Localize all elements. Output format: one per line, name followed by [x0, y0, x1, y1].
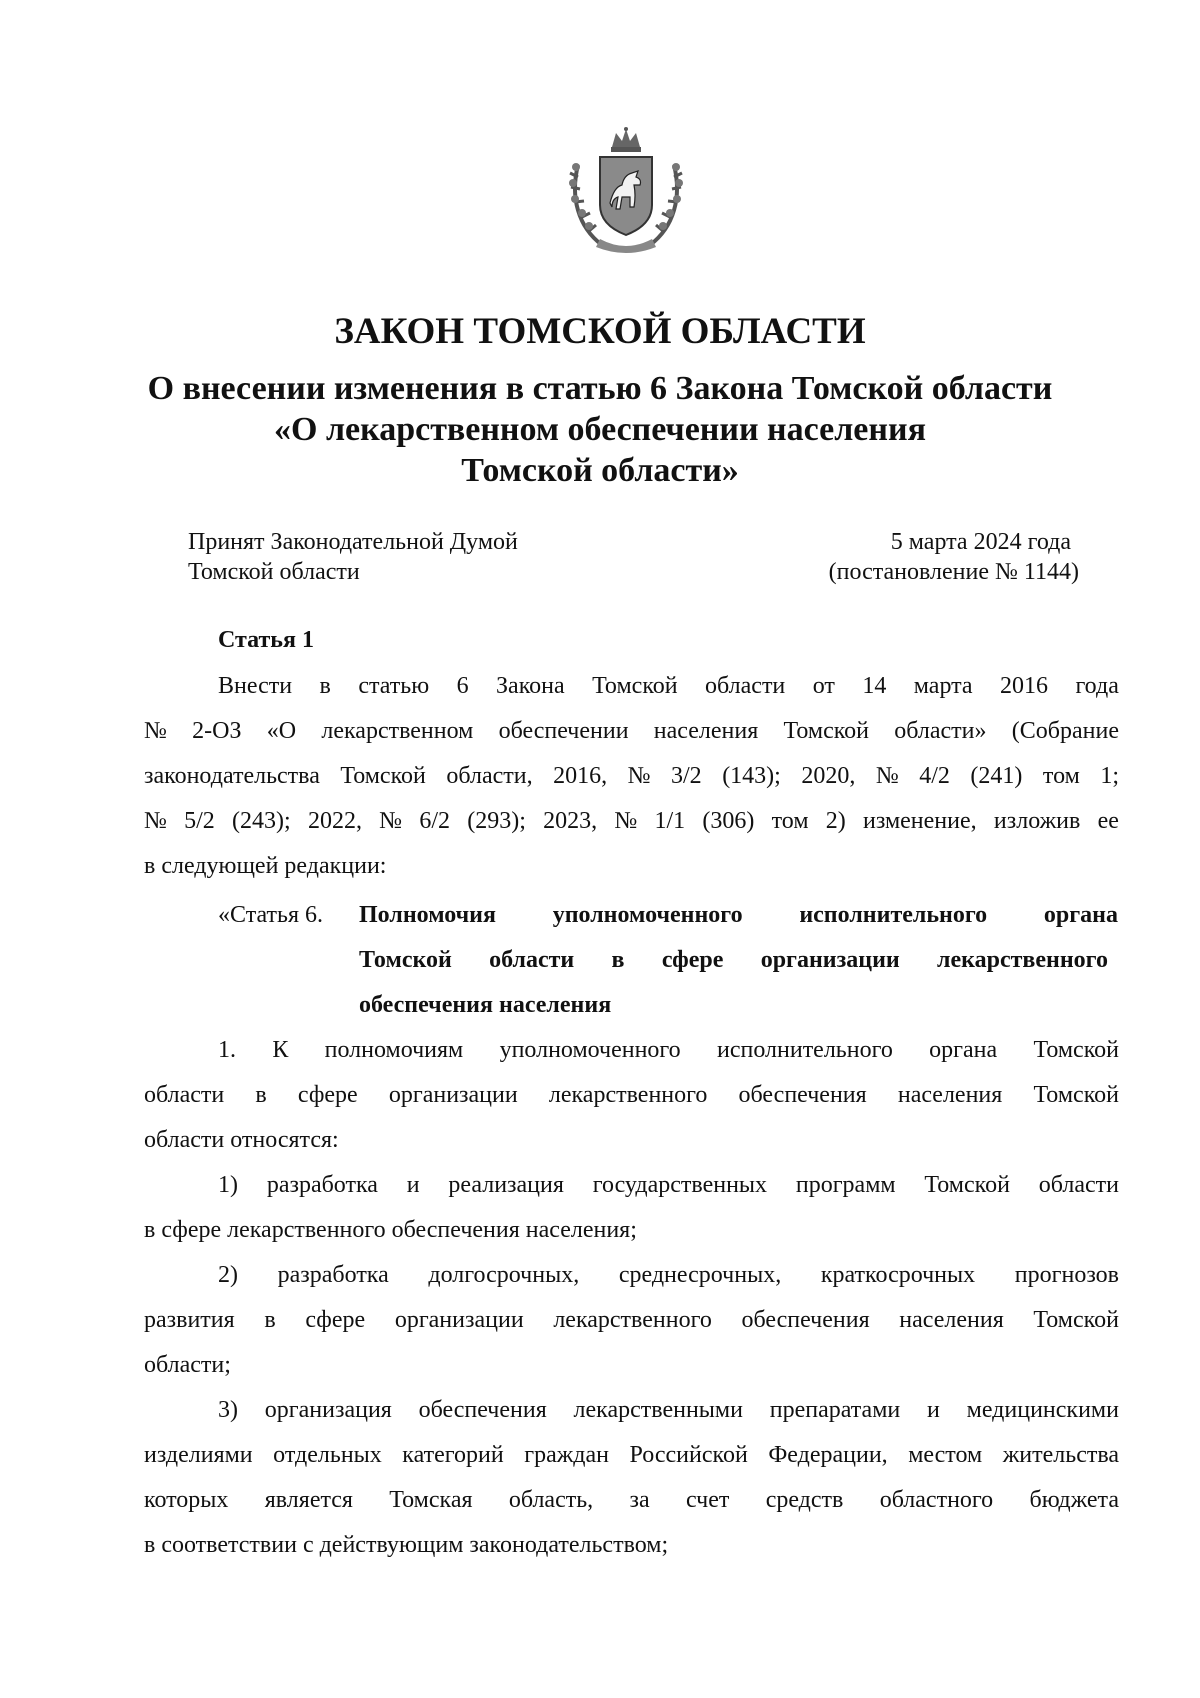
word: (241): [970, 763, 1023, 789]
word: Томской: [1033, 1037, 1119, 1063]
word: бюджета: [1029, 1487, 1119, 1513]
word: и: [406, 1172, 420, 1198]
word: Томской: [359, 947, 452, 973]
word: разработка: [266, 1172, 378, 1198]
word: средств: [765, 1487, 844, 1513]
law-subtitle: [100, 368, 1100, 491]
item-1: [144, 1028, 1119, 1163]
word: №: [379, 808, 403, 834]
word: 2016: [1000, 673, 1048, 699]
word: статью: [358, 673, 430, 699]
word: лекарственного: [548, 1082, 708, 1108]
word: 3/2: [671, 763, 702, 789]
word: 14: [862, 673, 887, 699]
word: Федерации,: [768, 1442, 888, 1468]
adoption-date-block: [700, 527, 1079, 587]
word: обеспечении: [498, 718, 629, 744]
word: программ: [795, 1172, 896, 1198]
word: области: [144, 1082, 225, 1108]
intro-line: в следующей редакции:: [144, 853, 387, 879]
word: Внести: [218, 673, 293, 699]
word: среднесрочных,: [618, 1262, 782, 1288]
word: изделиями: [144, 1442, 253, 1468]
word: 1/1: [654, 808, 686, 834]
word: Томская: [389, 1487, 473, 1513]
word: организация: [264, 1397, 392, 1423]
word: 4/2: [919, 763, 950, 789]
item-line: [144, 1028, 1119, 1073]
word: области: [1038, 1172, 1119, 1198]
word: уполномоченного: [552, 902, 743, 928]
word: органа: [929, 1037, 998, 1063]
word: в: [264, 1307, 276, 1333]
subitem-1: [144, 1163, 1119, 1253]
subtitle-line: «О лекарственном обеспечении населения: [274, 411, 926, 448]
word: уполномоченного: [499, 1037, 681, 1063]
word: сфере: [661, 947, 724, 973]
word: области: [705, 673, 786, 699]
word: Полномочия: [359, 902, 496, 928]
word: организации: [388, 1082, 518, 1108]
intro-line: [144, 664, 1119, 709]
word: 2023,: [543, 808, 598, 834]
word: полномочиям: [324, 1037, 464, 1063]
word: организации: [394, 1307, 524, 1333]
word: 1): [218, 1172, 238, 1198]
word: лекарственными: [573, 1397, 743, 1423]
word: Томской: [783, 718, 870, 744]
word: законодательства: [144, 763, 320, 789]
word: 2022,: [307, 808, 362, 834]
word: в: [611, 947, 625, 973]
word: 2020,: [801, 763, 856, 789]
subtitle-line: Томской области»: [461, 452, 739, 489]
word: медицинскими: [966, 1397, 1119, 1423]
word: категорий: [402, 1442, 504, 1468]
word: реализация: [448, 1172, 564, 1198]
word: лекарственного: [553, 1307, 712, 1333]
word: 2): [218, 1262, 238, 1288]
subitem-line: [144, 1388, 1119, 1433]
word: государственных: [592, 1172, 768, 1198]
word: препаратами: [769, 1397, 901, 1423]
word: разработка: [277, 1262, 389, 1288]
subitem-line: [144, 1253, 1119, 1298]
word: счет: [685, 1487, 730, 1513]
word: обеспечения: [738, 1082, 867, 1108]
word: сфере: [305, 1307, 366, 1333]
word: Томской: [340, 763, 426, 789]
word: ее: [1097, 808, 1119, 834]
word: изложив: [993, 808, 1081, 834]
word: Российской: [629, 1442, 748, 1468]
word: является: [264, 1487, 353, 1513]
subitem-line: [144, 1163, 1119, 1208]
word: Томской: [592, 673, 678, 699]
article-heading: Статья 1: [218, 627, 314, 653]
word: населения: [897, 1082, 1003, 1108]
article-intro: [144, 664, 1119, 889]
law-title: ЗАКОН ТОМСКОЙ ОБЛАСТИ: [334, 311, 866, 352]
article6-title-line: [359, 893, 1118, 938]
adopted-by-line: Принят Законодательной Думой: [188, 529, 518, 555]
subitem-line: [144, 1478, 1119, 1523]
word: 1.: [218, 1037, 236, 1063]
subitem-3: [144, 1388, 1119, 1568]
word: том: [1042, 763, 1080, 789]
word: 2-ОЗ: [192, 718, 242, 744]
item-line: [144, 1073, 1119, 1118]
word: области,: [446, 763, 533, 789]
word: жительства: [1002, 1442, 1119, 1468]
word: населения: [653, 718, 759, 744]
word: №: [614, 808, 638, 834]
coat-of-arms-icon: [564, 127, 688, 255]
word: (306): [702, 808, 755, 834]
word: исполнительного: [717, 1037, 893, 1063]
word: Томской: [1033, 1082, 1119, 1108]
subitem-line: [144, 1433, 1119, 1478]
word: К: [272, 1037, 289, 1063]
word: в: [255, 1082, 267, 1108]
word: №: [875, 763, 899, 789]
word: марта: [913, 673, 973, 699]
word: №: [627, 763, 651, 789]
intro-line: [144, 754, 1119, 799]
word: и: [927, 1397, 940, 1423]
subitem-line: в соответствии с действующим законодательством;: [144, 1532, 669, 1558]
article6-title-line: обеспечения населения: [359, 992, 612, 1018]
word: область,: [508, 1487, 594, 1513]
word: обеспечения: [741, 1307, 870, 1333]
article6-title-line: [359, 938, 1108, 983]
word: исполнительного: [799, 902, 988, 928]
word: 2016,: [553, 763, 608, 789]
word: Закона: [496, 673, 565, 699]
word: (243);: [232, 808, 291, 834]
word: (Собрание: [1011, 718, 1119, 744]
intro-line: [144, 709, 1119, 754]
subtitle-line: О внесении изменения в статью 6 Закона Томской области: [147, 370, 1053, 407]
word: 3): [218, 1397, 238, 1423]
word: (293);: [467, 808, 526, 834]
word: 2): [825, 808, 846, 834]
subitem-line: в сфере лекарственного обеспечения населения;: [144, 1217, 637, 1243]
word: «О: [266, 718, 297, 744]
word: сфере: [297, 1082, 358, 1108]
word: краткосрочных: [820, 1262, 976, 1288]
word: прогнозов: [1014, 1262, 1119, 1288]
word: №: [144, 808, 167, 834]
word: 1;: [1100, 763, 1119, 789]
word: граждан: [524, 1442, 610, 1468]
adopted-by-line: Томской области: [188, 559, 360, 585]
item-line: области относятся:: [144, 1127, 339, 1153]
word: отдельных: [273, 1442, 382, 1468]
intro-line: [144, 799, 1119, 844]
subitem-line: области;: [144, 1352, 231, 1378]
adopted-by: [188, 527, 518, 587]
word: местом: [908, 1442, 983, 1468]
word: лекарственного: [937, 947, 1108, 973]
word: от: [812, 673, 835, 699]
word: областного: [879, 1487, 994, 1513]
article6-title: [359, 893, 1118, 1028]
word: организации: [760, 947, 900, 973]
article6-label: «Статья 6.: [218, 902, 323, 928]
word: органа: [1043, 902, 1118, 928]
word: развития: [144, 1307, 235, 1333]
word: Томской: [1033, 1307, 1119, 1333]
word: долгосрочных,: [428, 1262, 580, 1288]
word: 6/2: [419, 808, 450, 834]
word: года: [1075, 673, 1119, 699]
word: 6: [456, 673, 469, 699]
word: области»: [894, 718, 987, 744]
word: населения: [899, 1307, 1004, 1333]
word: том: [771, 808, 809, 834]
word: за: [629, 1487, 650, 1513]
subitem-2: [144, 1253, 1119, 1388]
resolution-number: (постановление № 1144): [828, 559, 1079, 585]
adoption-date: 5 марта 2024 года: [890, 529, 1071, 555]
word: области: [489, 947, 575, 973]
word: №: [144, 718, 167, 744]
word: (143);: [722, 763, 781, 789]
word: лекарственном: [321, 718, 474, 744]
subitem-line: [144, 1298, 1119, 1343]
word: Томской: [924, 1172, 1010, 1198]
word: которых: [144, 1487, 229, 1513]
word: изменение,: [862, 808, 977, 834]
word: обеспечения: [418, 1397, 547, 1423]
word: 5/2: [184, 808, 215, 834]
word: в: [319, 673, 331, 699]
